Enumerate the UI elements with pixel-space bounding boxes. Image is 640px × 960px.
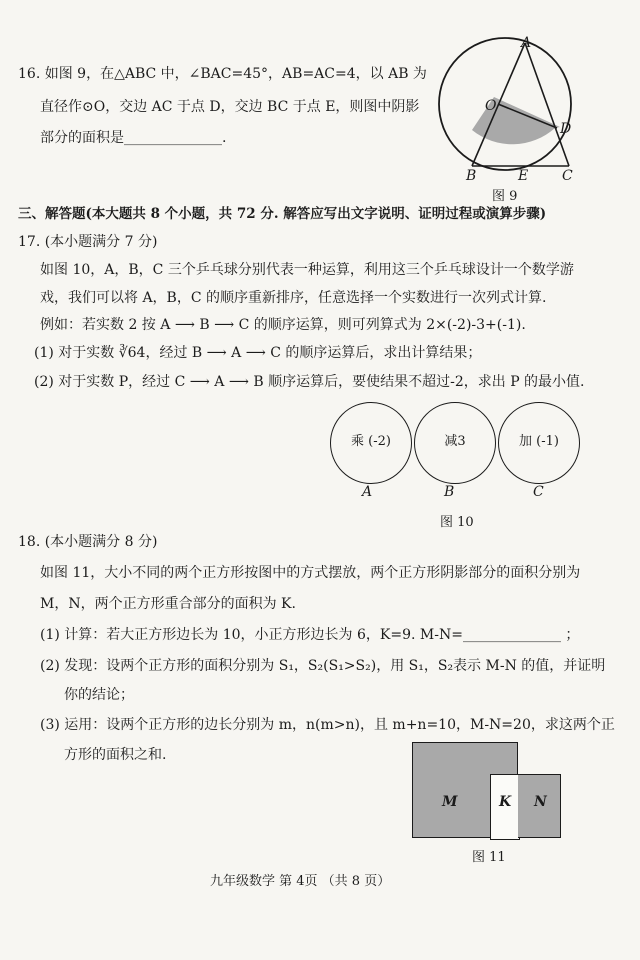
q17-paragraph-2: 戏，我们可以将 A，B，C 的顺序重新排序，任意选择一个实数进行一次列式计算. — [40, 290, 547, 306]
fig9-label-d: D — [560, 121, 572, 137]
q16-line1: 16. 如图 9，在△ABC 中，∠BAC=45°，AB=AC=4，以 AB 为 — [18, 66, 427, 82]
fig9-label-b: B — [466, 168, 477, 184]
q17-sub2: (2) 对于实数 P，经过 C ⟶ A ⟶ B 顺序运算后，要使结果不超过-2，求出 P 的最小值. — [34, 374, 585, 390]
q17-sub1: (1) 对于实数 ∛64，经过 B ⟶ A ⟶ C 的顺序运算后，求出计算结果； — [34, 345, 482, 361]
q18-sub1-text: (1) 计算：若大正方形边长为 10，小正方形边长为 6，K=9. M-N= — [40, 627, 463, 643]
figure-11 — [412, 742, 562, 842]
q18-sub1 — [40, 625, 579, 645]
fig9-label-e: E — [518, 168, 529, 184]
q18-paragraph-2: M，N，两个正方形重合部分的面积为 K. — [40, 596, 296, 612]
ball-a-label: A — [362, 484, 373, 500]
ball-b-text: 减3 — [444, 434, 466, 449]
fig11-label-n: N — [534, 794, 547, 810]
fig9-label-a: A — [521, 35, 532, 51]
q16-line3 — [40, 128, 226, 148]
q18-sub3-line2: 方形的面积之和. — [64, 747, 167, 763]
fig11-label-m: M — [442, 794, 458, 810]
q16-answer-blank[interactable]: ______________. — [124, 130, 227, 146]
q17-paragraph-1: 如图 10，A，B，C 三个乒乓球分别代表一种运算，利用这三个乒乓球设计一个数学游 — [40, 262, 574, 278]
q18-answer-blank[interactable]: ______________ ； — [462, 627, 580, 643]
q17-header: 17. (本小题满分 7 分) — [18, 234, 158, 250]
figure-10 — [330, 402, 582, 502]
fig9-label-c: C — [562, 168, 573, 184]
fig9-side-ac — [525, 43, 572, 166]
figure-9 — [420, 30, 620, 210]
q16-line2: 直径作⊙O，交边 AC 于点 D，交边 BC 于点 E，则图中阴影 — [40, 99, 420, 115]
q17-example: 例如：若实数 2 按 A ⟶ B ⟶ C 的顺序运算，则可列算式为 2×(-2)-3+(-1). — [40, 317, 526, 333]
fig9-label-o: O — [485, 98, 497, 114]
fig11-caption: 图 11 — [472, 850, 506, 865]
q18-sub3-line1: (3) 运用：设两个正方形的边长分别为 m，n(m>n)，且 m+n=10，M-N=20，求这两个正 — [40, 717, 615, 733]
q18-sub2-line2: 你的结论； — [64, 687, 134, 703]
q18-sub2-line1: (2) 发现：设两个正方形的面积分别为 S₁，S₂(S₁>S₂)，用 S₁，S₂表示 M-N 的值，并证明 — [40, 658, 606, 674]
q18-header: 18. (本小题满分 8 分) — [18, 534, 158, 550]
ball-c-label: C — [533, 484, 544, 500]
page-footer: 九年级数学 第 4页 （共 8 页） — [210, 874, 391, 889]
ball-b-label: B — [444, 484, 455, 500]
section3-title: 三、解答题(本大题共 8 个小题，共 72 分. 解答应写出文字说明、证明过程或演算步骤) — [18, 206, 547, 222]
ball-a-text: 乘 (-2) — [351, 434, 391, 449]
q18-paragraph-1: 如图 11，大小不同的两个正方形按图中的方式摆放，两个正方形阴影部分的面积分别为 — [40, 565, 581, 581]
q16-line3-text: 部分的面积是 — [40, 130, 124, 146]
fig11-label-k: K — [499, 794, 512, 810]
fig9-caption: 图 9 — [492, 189, 518, 204]
fig10-caption: 图 10 — [440, 515, 474, 530]
ball-c-text: 加 (-1) — [519, 434, 559, 449]
